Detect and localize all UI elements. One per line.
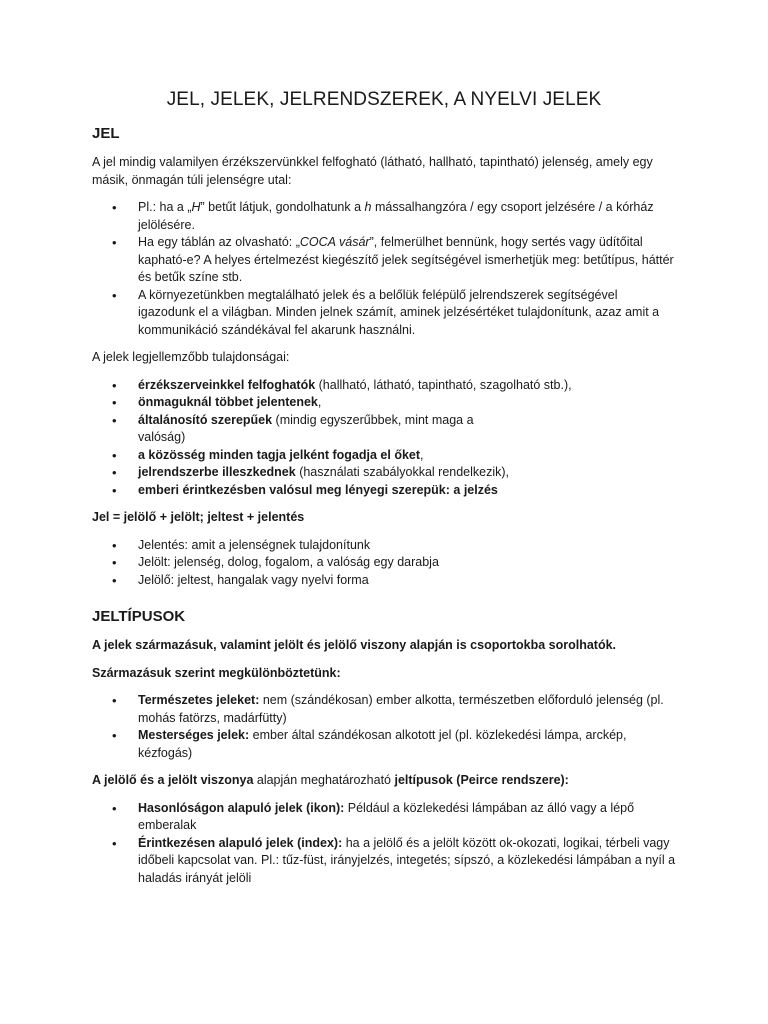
definitions-list (92, 537, 676, 590)
list-item: • Jelölő: jeltest, hangalak vagy nyelvi forma (92, 572, 676, 590)
relation-list (92, 800, 676, 888)
properties-list (92, 377, 676, 500)
list-item: • emberi érintkezésben valósul meg lényegi szerepük: a jelzés (92, 482, 676, 500)
list-item: • Ha egy táblán az olvasható: „COCA vásár”, felmerülhet bennünk, hogy sertés vagy üdítőital kapható-e? A helyes értelmezést kiegészítő jelek segítségével ismerhetjük meg: betűtípus, háttér és betűk színe stb. (92, 234, 676, 287)
list-item: • Érintkezésen alapuló jelek (index): ha a jelölő és a jelölt között ok-okozati, logikai, térbeli vagy időbeli kapcsolat van. Pl.: tűz-füst, irányjelzés, integetés; sípszó, a közlekedési lámpában a nyíl a haladás irányát jelöli (92, 835, 676, 888)
origin-list (92, 692, 676, 762)
list-item: • Pl.: ha a „H” betűt látjuk, gondolhatunk a h mássalhangzóra / egy csoport jelzésére / a kórház jelölésére. (92, 199, 676, 234)
list-item: • jelrendszerbe illeszkednek (használati szabályokkal rendelkezik), (92, 464, 676, 482)
list-item: • a közösség minden tagja jelként fogadja el őket, (92, 447, 676, 465)
document-title: JEL, JELEK, JELRENDSZEREK, A NYELVI JELEK (166, 89, 602, 110)
list-item: • általánosító szerepűek (mindig egyszerűbbek, mint maga a valóság) (92, 412, 488, 447)
list-item: • A környezetünkben megtalálható jelek és a belőlük felépülő jelrendszerek segítségével igazodunk el a világban. Minden jelnek számít, aminek jelzésértéket tulajdonítunk, azaz amit a kommunikáció szándékával fel akarunk használni. (92, 287, 676, 340)
list-item: • Hasonlóságon alapuló jelek (ikon): Például a közlekedési lámpában az álló vagy a lépő emberalak (92, 800, 676, 835)
properties-intro: A jelek legjellemzőbb tulajdonságai: (92, 350, 290, 364)
list-item: • Természetes jeleket: nem (szándékosan) ember alkotta, természetben előforduló jelenség (pl. mohás fatörzs, madárfütty) (92, 692, 676, 727)
list-item: • érzékszerveinkkel felfoghatók (hallható, látható, tapintható, szagolható stb.), (92, 377, 676, 395)
origin-intro: Származásuk szerint megkülönböztetünk: (92, 665, 341, 680)
jeltipusok-lead: A jelek származásuk, valamint jelölt és jelölő viszony alapján is csoportokba sorolhatók. (92, 638, 617, 652)
relation-intro: A jelölő és a jelölt viszonya alapján meghatározható jeltípusok (Peirce rendszere): (92, 773, 569, 787)
jel-intro: A jel mindig valamilyen érzékszervünkkel felfogható (látható, hallható, tapintható) jelenség, amely egy másik, önmagán túli jelenségre utal: (92, 155, 653, 187)
jel-example-list (92, 199, 676, 339)
list-item: • Mesterséges jelek: ember által szándékosan alkotott jel (pl. közlekedési lámpa, arckép, kézfogás) (92, 727, 676, 762)
section-heading-jel: JEL (92, 125, 120, 142)
formula: Jel = jelölő + jelölt; jeltest + jelentés (92, 510, 305, 524)
list-item: • Jelölt: jelenség, dolog, fogalom, a valóság egy darabja (92, 554, 676, 572)
document-body (92, 124, 676, 887)
section-heading-jeltipusok: JELTÍPUSOK (92, 608, 186, 625)
list-item: • önmaguknál többet jelentenek, (92, 394, 676, 412)
list-item: • Jelentés: amit a jelenségnek tulajdonítunk (92, 537, 676, 555)
